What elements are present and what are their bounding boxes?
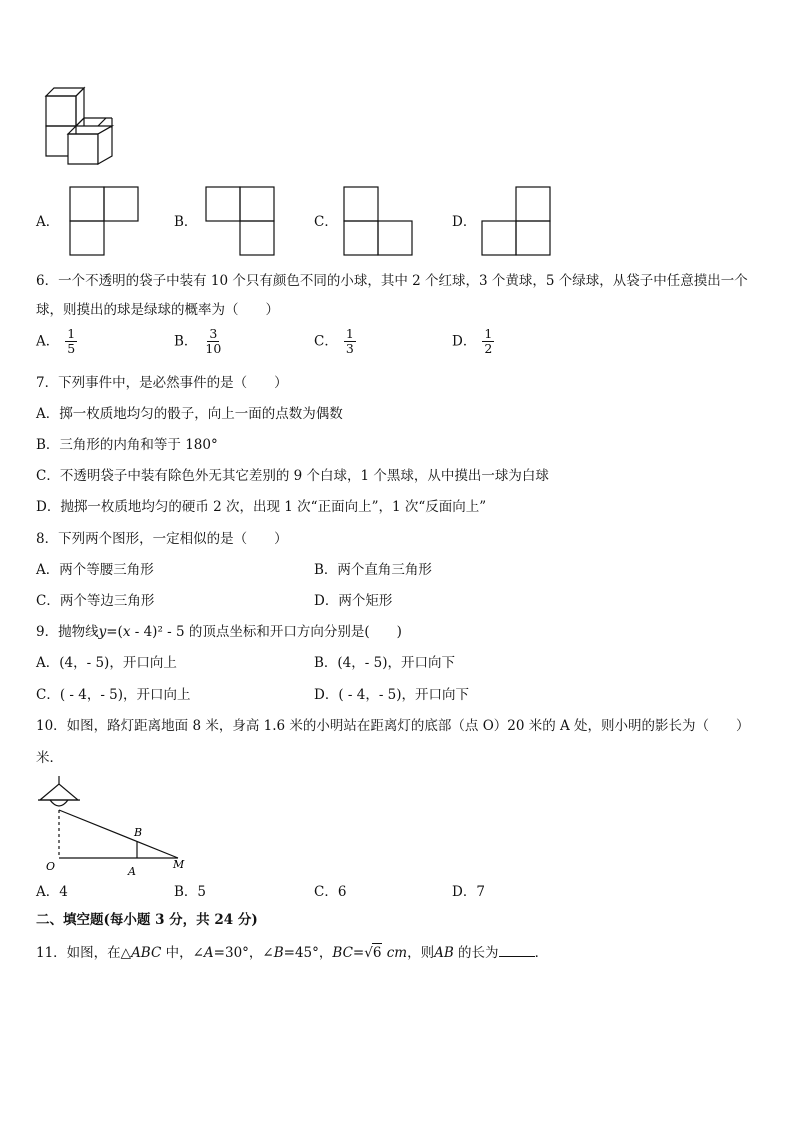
q7-stem: 7．下列事件中，是必然事件的是（ ） [36,375,288,391]
q5-option-a-label: A． [36,214,60,230]
q5-option-b-label: B． [174,214,198,230]
q7-option-c: C．不透明袋子中装有除色外无其它差别的 9 个白球，1 个黑球，从中摸出一球为白球 [36,468,549,484]
q6-option-b: B． $\frac{3}{10}$ [174,326,222,356]
q10-option-a: A．4 [36,884,68,900]
q5-option-d-figure [482,187,552,257]
q9-option-b: B．(4，- 5)，开口向下 [314,655,455,671]
q7-option-a: A．掷一枚质地均匀的骰子，向上一面的点数为偶数 [36,406,343,422]
q11-answer-blank [499,942,535,957]
q11-stem: 11．如图，在△ABC 中，∠A=30°，∠B=45°，BC=√6 cm，则AB 的长为 ． [36,942,548,962]
q9-option-d: D．( - 4，- 5)，开口向下 [314,687,470,703]
q5-option-a-figure [70,187,140,257]
q6-option-d: D． $\frac{1}{2}$ [452,326,493,356]
q10-figure-label-a: A [128,865,136,878]
q10-stem-line1: 10．如图，路灯距离地面 8 米，身高 1.6 米的小明站在距离灯的底部（点 O）20 米的 A 处，则小明的影长为（ ） [36,718,750,734]
q10-option-b: B．5 [174,884,207,900]
q8-stem: 8．下列两个图形，一定相似的是（ ） [36,531,288,547]
q6-option-a: A． $\frac{1}{5}$ [36,326,76,356]
q5-option-b-figure [206,187,276,257]
q8-option-d: D．两个矩形 [314,593,393,609]
q10-streetlamp-figure [30,776,200,878]
q10-option-d: D．7 [452,884,485,900]
q9-option-a: A．(4，- 5)，开口向上 [36,655,177,671]
q8-option-a: A．两个等腰三角形 [36,562,154,578]
q8-option-c: C．两个等边三角形 [36,593,155,609]
q10-figure-label-b: B [134,826,143,839]
q5-option-d-label: D． [452,214,477,230]
q8-option-b: B．两个直角三角形 [314,562,432,578]
q5-option-c-figure [344,187,414,257]
q5-option-c-label: C． [314,214,338,230]
q10-stem-line2: 米． [36,750,63,766]
cube-stack-figure [40,82,130,164]
section-title-fill-in: 二、填空题(每小题 3 分，共 24 分) [36,912,258,928]
q7-option-d: D．抛掷一枚质地均匀的硬币 2 次，出现 1 次“正面向上”，1 次“反面向上” [36,499,487,515]
q7-option-b: B．三角形的内角和等于 180° [36,437,218,453]
q10-figure-label-m: M [173,858,185,871]
q9-stem: 9．抛物线y=(x - 4)² - 5 的顶点坐标和开口方向分别是( ) [36,624,402,640]
q10-figure-label-o: O [46,860,56,873]
q9-option-c: C．( - 4，- 5)，开口向上 [36,687,191,703]
q10-option-c: C．6 [314,884,347,900]
q6-stem-line1: 6．一个不透明的袋子中装有 10 个只有颜色不同的小球，其中 2 个红球，3 个黄球，5 个绿球，从袋子中任意摸出一个 [36,273,748,289]
q6-option-c: C． $\frac{1}{3}$ [314,326,354,356]
q6-stem-line2: 球，则摸出的球是绿球的概率为（ ） [36,302,279,318]
